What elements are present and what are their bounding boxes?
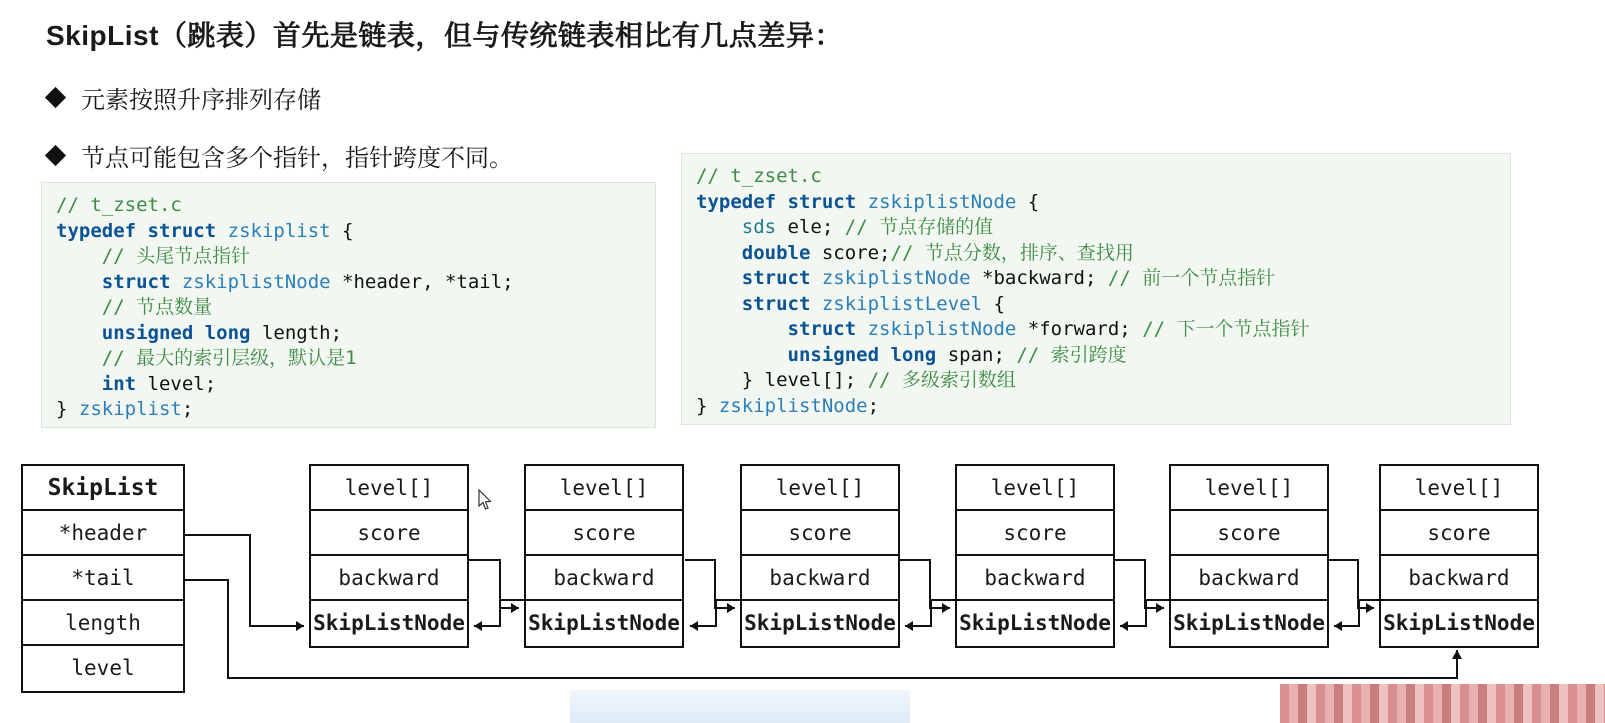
page-title: SkipList（跳表）首先是链表，但与传统链表相比有几点差异： [46, 20, 843, 51]
node-field-score: score [311, 511, 467, 556]
node-field-score: score [957, 511, 1113, 556]
skiplist-struct-box [21, 464, 185, 693]
code-comment: // t_zset.c [696, 165, 822, 187]
node-title: SkipListNode [528, 611, 680, 635]
node-field-level: level[] [526, 466, 682, 511]
code-block-zskiplist: // t_zset.c typedef struct zskiplist { // 头尾节点指针 struct zskiplistNode *header, *tail; // 节点数量 unsigned long length; // 最大的索引层级，默认是1 int level; } zskiplist; [41, 182, 656, 428]
skiplist-node-1 [524, 464, 684, 648]
skiplist-node-3 [955, 464, 1115, 648]
node-field-level: level[] [742, 466, 898, 511]
watermark-strip-left [570, 690, 910, 723]
bullet-item-1 [48, 138, 513, 173]
node-title: SkipListNode [313, 611, 465, 635]
node-title: SkipListNode [744, 611, 896, 635]
diamond-bullet-icon [45, 145, 66, 166]
bullet-label-1: 节点可能包含多个指针，指针跨度不同。 [81, 145, 513, 172]
skiplist-field-level: level [71, 656, 135, 680]
node-field-level: level[] [1171, 466, 1327, 511]
node-field-level: level[] [957, 466, 1113, 511]
node-field-backward: backward [1381, 556, 1537, 601]
skiplist-node-0 [309, 464, 469, 648]
skiplist-node-2 [740, 464, 900, 648]
code-comment: // t_zset.c [56, 194, 182, 216]
mouse-cursor-icon [478, 489, 492, 511]
node-title: SkipListNode [959, 611, 1111, 635]
node-field-score: score [1381, 511, 1537, 556]
node-field-score: score [1171, 511, 1327, 556]
node-field-backward: backward [742, 556, 898, 601]
skiplist-node-5 [1379, 464, 1539, 648]
bullet-item-0 [48, 80, 321, 115]
bullet-label-0: 元素按照升序排列存储 [81, 87, 321, 114]
skiplist-field-length: length [23, 601, 183, 646]
watermark-strip-right [1280, 684, 1605, 723]
node-field-backward: backward [311, 556, 467, 601]
node-field-backward: backward [1171, 556, 1327, 601]
node-field-score: score [526, 511, 682, 556]
node-field-level: level[] [1381, 466, 1537, 511]
skiplist-struct-title: SkipList [23, 466, 183, 511]
skiplist-field-tail: *tail [23, 556, 183, 601]
diamond-bullet-icon [45, 87, 66, 108]
node-title: SkipListNode [1173, 611, 1325, 635]
node-field-score: score [742, 511, 898, 556]
code-block-zskiplistnode: // t_zset.c typedef struct zskiplistNode { sds ele; // 节点存储的值 double score;// 节点分数，排序、查找用 struct zskiplistNode *backward; // 前一个节点指针 struct zskiplistLevel { struct zskiplistNode *forward; // 下一个节点指针 unsigned long span; // 索引跨度 } level[]; // 多级索引数组 } zskiplistNode; [681, 153, 1511, 425]
skiplist-node-4 [1169, 464, 1329, 648]
node-title: SkipListNode [1383, 611, 1535, 635]
node-field-backward: backward [957, 556, 1113, 601]
node-field-level: level[] [311, 466, 467, 511]
skiplist-field-header: *header [23, 511, 183, 556]
node-field-backward: backward [526, 556, 682, 601]
